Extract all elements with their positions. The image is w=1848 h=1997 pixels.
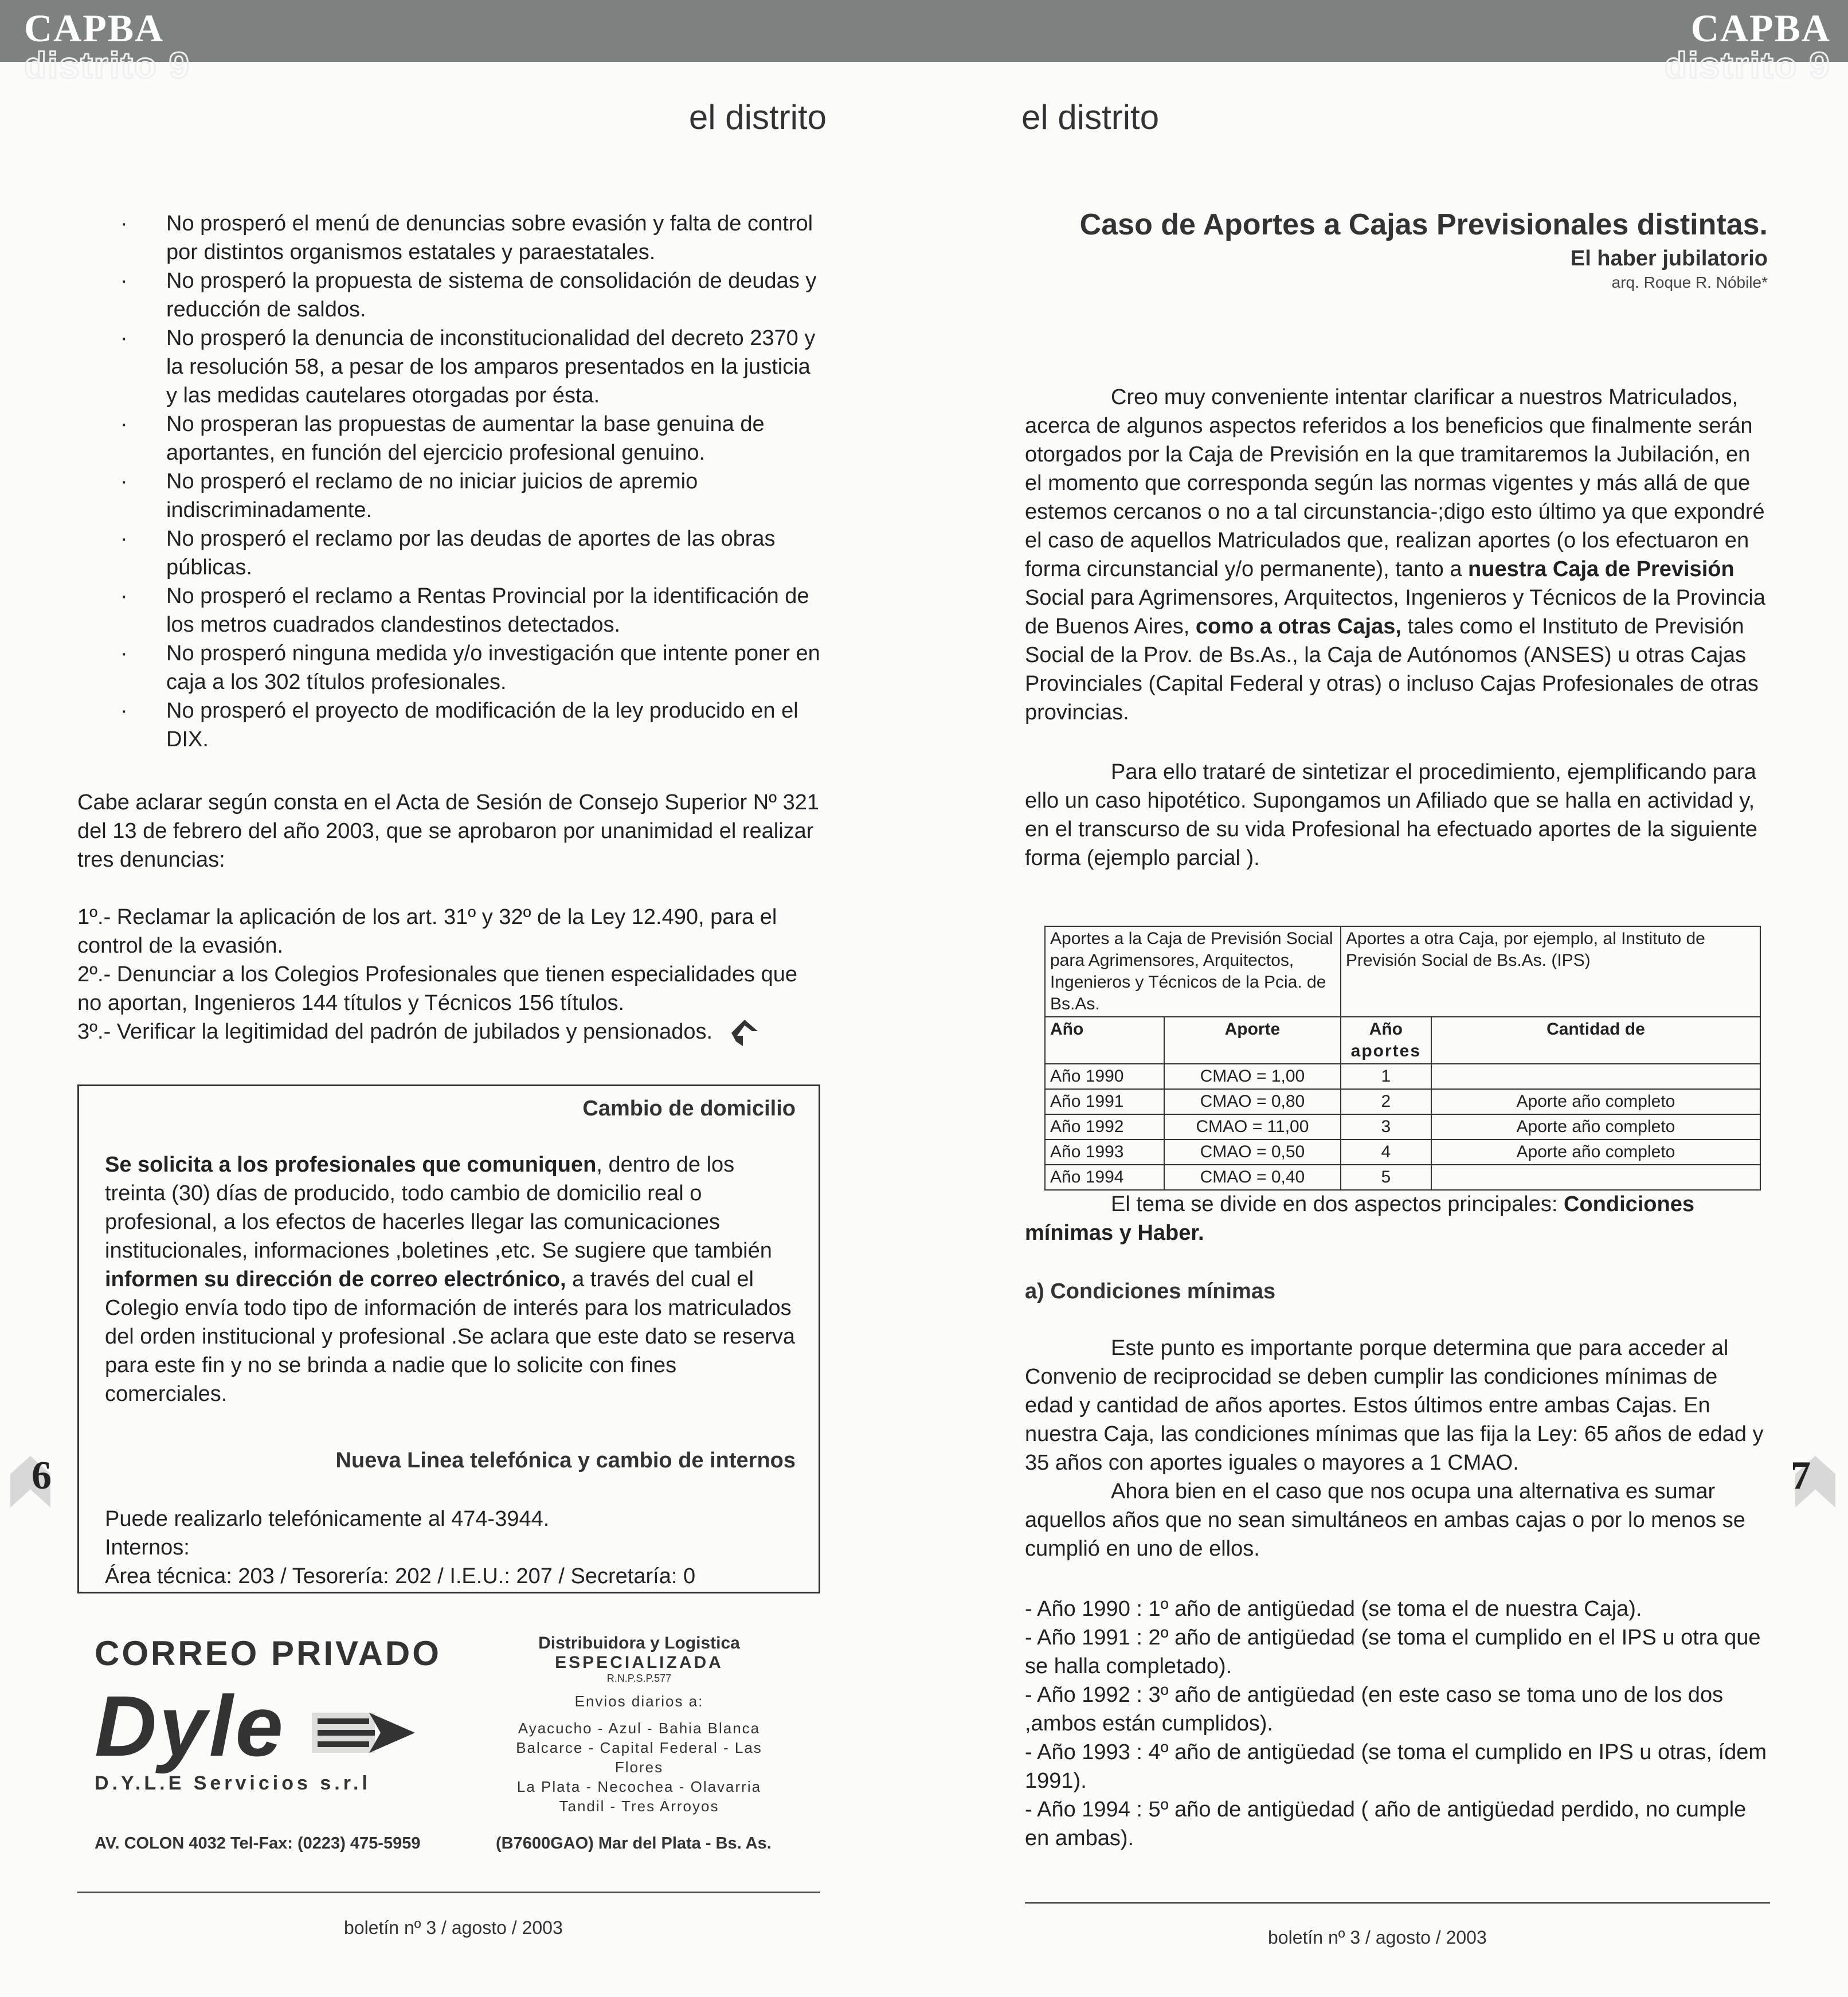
article-title: Caso de Aportes a Cajas Previsionales distintas. [1079,208,1768,241]
page-number: 6 [32,1454,52,1498]
dyle-brand: Dyle [95,1678,285,1774]
denuncia-item: 1º.- Reclamar la aplicación de los art. 31º y 32º de la Ley 12.490, para el control de la evasión. [77,905,777,958]
table-row [1045,1114,1760,1140]
table-row [1045,1064,1760,1089]
table-cell: Aporte año completo [1431,1114,1760,1140]
table-cell: 3 [1341,1114,1431,1140]
internos-line: Área técnica: 203 / Tesorería: 202 / I.E.U.: 207 / Secretaría: 0 [105,1564,696,1588]
bullet-list [115,209,825,754]
logo-capba: CAPBA [1690,6,1831,50]
dyle-company: D.Y.L.E Servicios s.r.l [95,1772,371,1794]
list-item: - Año 1994 : 5º año de antigüedad ( año de antigüedad perdido, no cumple en ambas). [1025,1798,1747,1850]
table-row [1045,926,1760,1017]
page-number: 7 [1791,1454,1811,1498]
envios-label: Envios diarios a: [574,1693,704,1710]
dist-line: Distribuidora y Logistica [538,1634,740,1653]
right-page [924,0,1848,1997]
list-item: · No prosperó ninguna medida y/o investigación que intente poner en caja a los 302 títulos profesionales. [115,639,825,696]
table-row [1045,1165,1760,1190]
acta-paragraph: Cabe aclarar según consta en el Acta de Sesión de Consejo Superior Nº 321 del 13 de febrero del año 2003, que se aprobaron por unanimidad el realizar tres denuncias: [77,790,820,872]
table-cell: Aporte año completo [1431,1089,1760,1114]
text-span: Creo muy conveniente intentar clarificar a nuestros Matriculados, acerca de algunos aspectos referidos a los beneficios que finalmente serán otorgados por la Caja de Previsión en la que tramitaremos la Jubilación, en el momento que corresponda según las normas vigentes y más allá de que estemos cercanos o no a tal circunstancia-;digo esto último ya que expondré el caso de aquellos Matriculados que, realizan aportes (o los efectuaron en forma circunstancial y/o permanente), tanto a [1025,385,1765,581]
article-author: arq. Roque R. Nóbile* [1611,273,1768,291]
table-cell: Año 1994 [1045,1165,1164,1190]
internos-label: Internos: [105,1536,190,1560]
text-span: Social para Agrimensores, Arquitectos, Ingenieros y Técnicos de la Provincia de Buenos Aires, [1025,586,1765,639]
denuncias-list [77,903,823,1047]
years-list [1025,1595,1770,1853]
footer-rule [1025,1902,1770,1904]
cities-line: Ayacucho - Azul - Bahia Blanca [518,1720,761,1737]
col-header-text: Año [1369,1020,1403,1039]
list-item: - Año 1990 : 1º año de antigüedad (se toma el de nuestra Caja). [1025,1597,1642,1621]
capba-mark-icon [730,1019,759,1047]
table-cell: Año 1992 [1045,1114,1164,1140]
bold-text: Condiciones mínimas y Haber. [1025,1192,1695,1245]
col-header [1341,1017,1431,1064]
alternativa-paragraph: Ahora bien en el caso que nos ocupa una alternativa es sumar aquellos años que no sean simultáneos en ambas cajas o por lo menos se cumplió en uno de ellos. [1025,1479,1745,1561]
denuncia-item: 2º.- Denunciar a los Colegios Profesionales que tienen especialidades que no aportan, Ingenieros 144 títulos y Técnicos 156 títulos. [77,962,798,1015]
table-row [1045,1140,1760,1165]
telefono-info [105,1505,796,1591]
bold-text: informen su dirección de correo electrónico, [105,1267,566,1291]
section-title: el distrito [688,98,827,136]
dist-line: ESPECIALIZADA [555,1653,723,1672]
condiciones-paragraph: Este punto es importante porque determina que para acceder al Convenio de reciprocidad se deben cumplir las condiciones mínimas de edad y cantidad de años aportes. Estos últimos entre ambas Cajas. En nuestra Caja, las condiciones mínimas que las fija la Ley: 65 años de edad y 35 años con aportes iguales o mayores a 1 CMAO. [1025,1336,1764,1475]
logo-distrito: distrito 9 [1664,45,1831,86]
procedure-paragraph: Para ello trataré de sintetizar el procedimiento, ejemplificando para ello un caso hipotético. Supongamos un Afiliado que se halla en actividad y, en el transcurso de su vida Profesional ha efectuado aportes de la siguiente forma (ejemplo parcial ). [1025,760,1758,870]
article-header [1080,207,1768,292]
table-row [1045,1089,1760,1114]
table-cell: 1 [1341,1064,1431,1089]
table-cell [1431,1165,1760,1190]
list-item: - Año 1992 : 3º año de antigüedad (en este caso se toma uno de los dos ,ambos están cumplidos). [1025,1683,1724,1736]
list-item: · No prosperó la denuncia de inconstitucionalidad del decreto 2370 y la resolución 58, a pesar de los amparos presentados en la justicia y las medidas cautelares otorgadas por ésta. [115,324,825,410]
notice-box [77,1084,820,1593]
correo-privado-ad [77,1622,820,1869]
cities-line: La Plata - Necochea - Olavarria [516,1778,762,1795]
cities-line: Balcarce - Capital Federal - Las Flores [516,1739,762,1776]
text-span: tales como el Instituto de Previsión Social de la Prov. de Bs.As., la Caja de Autónomos (ANSES) u otras Cajas Provinciales (Capital Federal y otras) o incluso Cajas Profesionales de otras provincias. [1025,614,1759,725]
list-item: · No prosperó la propuesta de sistema de consolidación de deudas y reducción de saldos. [115,267,825,324]
table-cell: Año 1993 [1045,1140,1164,1165]
capba-logo [1664,6,1831,86]
table-row [1045,1017,1760,1064]
table-cell: CMAO = 11,00 [1164,1114,1341,1140]
aportes-table [1044,926,1761,1191]
telefono-line: Puede realizarlo telefónicamente al 474-3944. [105,1507,550,1531]
table-cell [1431,1064,1760,1089]
aspects-paragraph [1025,1190,1770,1247]
capba-logo [24,6,191,86]
rnpsp: R.N.P.S.P.577 [606,1673,672,1684]
ad-address-right: (B7600GAO) Mar del Plata - Bs. As. [496,1834,772,1853]
bold-text: Se solicita a los profesionales que comuniquen [105,1153,597,1177]
article-subtitle: El haber jubilatorio [1570,246,1768,271]
table-head-left: Aportes a la Caja de Previsión Social para Agrimensores, Arquitectos, Ingenieros y Técnicos de la Pcia. de Bs.As. [1045,926,1341,1017]
logo-distrito: distrito 9 [24,45,191,86]
list-item: · No prosperó el menú de denuncias sobre evasión y falta de control por distintos organismos estatales y paraestatales. [115,209,825,267]
col-header-text: aportes [1350,1041,1422,1060]
dyle-arrow-icon [312,1707,421,1759]
table-cell: Aporte año completo [1431,1140,1760,1165]
footer-text: boletín nº 3 / agosto / 2003 [344,1917,563,1938]
bold-text: nuestra Caja de Previsión [1468,557,1735,581]
subhead-condiciones: a) Condiciones mínimas [1025,1279,1276,1303]
ad-details [490,1634,788,1816]
footer-rule [77,1892,820,1893]
denuncia-item: 3º.- Verificar la legitimidad del padrón de jubilados y pensionados. [77,1020,713,1044]
dyle-logo [95,1677,421,1776]
table-head-right: Aportes a otra Caja, por ejemplo, al Instituto de Previsión Social de Bs.As. (IPS) [1341,926,1760,1017]
col-header: Año [1045,1017,1164,1064]
list-item: · No prosperó el reclamo por las deudas de aportes de las obras públicas. [115,524,825,582]
list-item: - Año 1993 : 4º año de antigüedad (se toma el cumplido en IPS u otras, ídem 1991). [1025,1740,1767,1793]
text-span: El tema se divide en dos aspectos principales: [1111,1192,1564,1216]
cambio-domicilio-title: Cambio de domicilio [582,1097,796,1121]
table-cell: Año 1991 [1045,1089,1164,1114]
ad-title: CORREO PRIVADO [95,1634,441,1673]
col-header: Cantidad de [1431,1017,1760,1064]
table-cell: Año 1990 [1045,1064,1164,1089]
intro-paragraph [1025,383,1770,727]
section-title: el distrito [1021,98,1160,136]
ad-address-left: AV. COLON 4032 Tel-Fax: (0223) 475-5959 [95,1834,421,1853]
list-item: · No prosperan las propuestas de aumentar la base genuina de aportantes, en función del ejercicio profesional genuino. [115,410,825,467]
table-cell: CMAO = 1,00 [1164,1064,1341,1089]
list-item: · No prosperó el proyecto de modificación de la ley producido en el DIX. [115,696,825,754]
table-cell: 2 [1341,1089,1431,1114]
bold-text: como a otras Cajas, [1195,614,1401,639]
list-item: · No prosperó el reclamo de no iniciar juicios de apremio indiscriminadamente. [115,467,825,524]
list-item: · No prosperó el reclamo a Rentas Provincial por la identificación de los metros cuadrados clandestinos detectados. [115,582,825,639]
table-cell: CMAO = 0,50 [1164,1140,1341,1165]
cambio-domicilio-text [105,1150,796,1408]
footer-text: boletín nº 3 / agosto / 2003 [1268,1927,1487,1948]
table-cell: CMAO = 0,40 [1164,1165,1341,1190]
list-item: - Año 1991 : 2º año de antigüedad (se toma el cumplido en el IPS u otra que se halla completado). [1025,1626,1761,1678]
logo-capba: CAPBA [24,6,165,50]
text-span: a través del cual el Colegio envía todo tipo de información de interés para los matriculados del orden institucional y profesional .Se aclara que este dato se reserva para este fin y no se brinda a nadie que lo solicite con fines comerciales. [105,1267,796,1406]
col-header: Aporte [1164,1017,1341,1064]
nueva-linea-title: Nueva Linea telefónica y cambio de internos [335,1448,796,1473]
text-span: , dentro de los treinta (30) días de producido, todo cambio de domicilio real o profesional, a los efectos de hacerles llegar las comunicaciones institucionales, informaciones ,boletines ,etc. Se sugiere que también [105,1153,772,1263]
table-cell: CMAO = 0,80 [1164,1089,1341,1114]
table-cell: 4 [1341,1140,1431,1165]
cities-line: Tandil - Tres Arroyos [559,1798,719,1815]
table-cell: 5 [1341,1165,1431,1190]
